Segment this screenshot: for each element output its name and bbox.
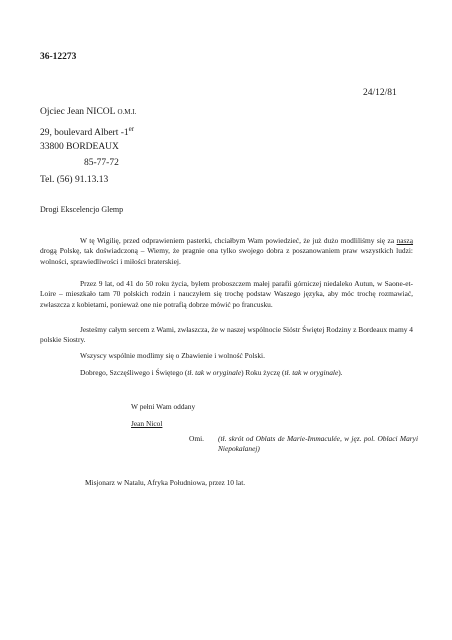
paragraph-5 — [40, 368, 413, 378]
sender-street-line — [40, 125, 134, 138]
sender-street: 29, boulevard Albert -1 — [40, 128, 129, 139]
paragraph-2: Przez 9 lat, od 41 do 50 roku życia, byłem proboszczem małej parafii górniczej niedaleko Autun, w Saone-et-Loire – mieszkało tam 70 polskich rodzin i nauczyłem się trochę podstaw Waszego języka, aby móc trochę rozmawiać, zwłaszcza z kobietami, ponieważ one nie potrafią dobrze mówić po francusku. — [40, 279, 413, 309]
paragraph-5-part-a: Dobrego, Szczęśliwego i Świętego ( — [80, 368, 188, 377]
closing-regards: W pełni Wam oddany — [131, 402, 196, 411]
sender-street-sup: er — [128, 125, 135, 133]
sender-city: 33800 BORDEAUX — [40, 142, 119, 152]
paragraph-3: Jesteśmy całym sercem z Wami, zwłaszcza, że w naszej wspólnocie Sióstr Świętej Rodziny z Bordeaux mamy 4 polskie Siostry. — [40, 325, 413, 345]
paragraph-1 — [40, 236, 413, 267]
paragraph-5-part-c: ). — [338, 368, 343, 377]
sender-name-line — [40, 107, 136, 117]
signature-name: Jean Nicol — [131, 419, 163, 428]
paragraph-5-note-1: tł. tak w oryginale — [187, 368, 242, 377]
sender-order: O.M.I. — [117, 108, 137, 116]
salutation: Drogi Ekscelencjo Glemp — [40, 205, 124, 214]
sender-name: Ojciec Jean NICOL — [40, 107, 116, 117]
sender-phone: Tel. (56) 91.13.13 — [40, 175, 109, 185]
paragraph-5-note-2: tł. tak w oryginale — [284, 368, 339, 377]
letter-date: 24/12/81 — [363, 88, 397, 98]
sender-phone-local: 85-77-72 — [84, 158, 119, 168]
document-id: 36-12273 — [40, 52, 77, 62]
omi-note: (tł. skrót od Oblats de Marie-Immaculée, w jęz. pol. Oblaci Maryi Niepokalanej) — [218, 434, 418, 454]
omi-label: Omi. — [189, 434, 204, 443]
paragraph-5-part-b: ) Roku życzę ( — [241, 368, 285, 377]
paragraph-4: Wszyscy wspólnie modlimy się o Zbawienie i wolność Polski. — [80, 351, 265, 360]
footer-note: Misjonarz w Natalu, Afryka Południowa, przez 10 lat. — [85, 478, 246, 487]
paragraph-1-start: W tę Wigilię, przed odprawieniem pasterki, chciałbym Wam powiedzieć, że już dużo modliliśmy się za — [80, 236, 397, 245]
paragraph-1-end: drogą Polskę, tak doświadczoną – Wiemy, że pragnie ona tylko swojego dobra z poszanowaniem praw wszystkich ludzi: wolności, sprawiedliwości i miłości braterskiej. — [40, 246, 413, 266]
paragraph-1-underlined: naszą — [396, 236, 413, 245]
